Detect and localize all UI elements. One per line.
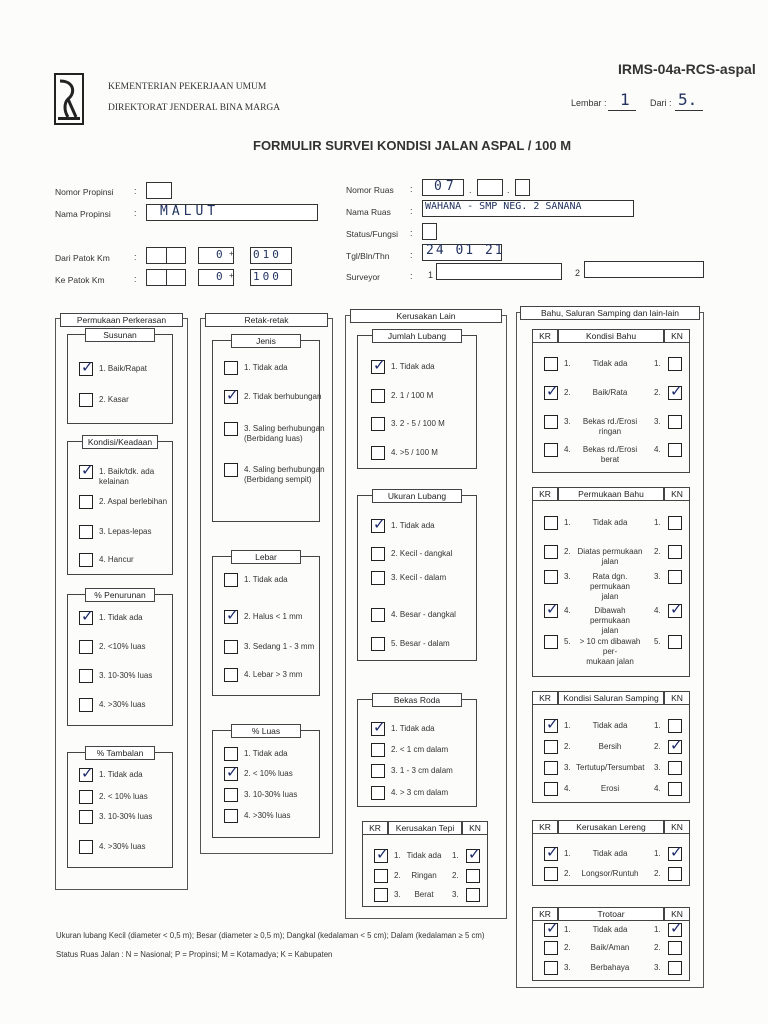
susunan-option-label: 1. Baik/Rapat [99, 364, 148, 373]
permukaan-bahu-kn-checkbox-2[interactable] [668, 545, 682, 559]
jenis-option-label: 2. Tidak berhubungan [244, 392, 322, 401]
nama-propinsi-label: Nama Propinsi [55, 209, 111, 219]
kondisi-bahu-kr-checkbox-3[interactable] [544, 415, 558, 429]
permukaan-bahu-kr-checkbox-2[interactable] [544, 545, 558, 559]
colon: : [134, 208, 137, 218]
kerusakan-tepi-row-number: 3. [394, 890, 401, 899]
kondisi-bahu-kr-header: KR [532, 329, 558, 343]
jenis-checkbox-4[interactable] [224, 463, 238, 477]
kerusakan-lereng-title: Kerusakan Lereng [558, 820, 664, 834]
trotoar-row-label: Berbahaya [590, 963, 630, 972]
jenis-checkbox-2[interactable] [224, 390, 238, 404]
kondisi-keadaan-option-label: 3. Lepas-lepas [99, 527, 152, 536]
kondisi-keadaan-checkbox-4[interactable] [79, 553, 93, 567]
jumlah-lubang-option-label: 2. 1 / 100 M [391, 391, 434, 400]
penurunan-option-label: 3. 10-30% luas [99, 671, 153, 680]
tanggal-value: 24 01 21 [426, 243, 505, 258]
kondisi-saluran-samping-kn-number: 4. [654, 784, 661, 793]
directorate-name: DIREKTORAT JENDERAL BINA MARGA [108, 103, 281, 113]
luas-checkbox-3[interactable] [224, 788, 238, 802]
bekas-roda-checkbox-3[interactable] [371, 764, 385, 778]
lebar-option-label: 4. Lebar > 3 mm [244, 670, 303, 679]
colon: : [410, 271, 413, 281]
kerusakan-tepi-title: Kerusakan Tepi [388, 821, 462, 835]
lebar-checkbox-3[interactable] [224, 640, 238, 654]
kondisi-saluran-samping-row-number: 2. [564, 742, 571, 751]
plus-sign: + [229, 271, 234, 280]
kondisi-saluran-samping-row-label: Bersih [598, 742, 622, 751]
permukaan-bahu-row-label: > 10 cm dibawah per- mukaan jalan [579, 637, 641, 666]
kondisi-bahu-kn-checkbox-2[interactable] [668, 386, 682, 400]
kerusakan-tepi-kr-checkbox-1[interactable] [374, 849, 388, 863]
bekas-roda-option-label: 3. 1 - 3 cm dalam [391, 766, 453, 775]
form-code: IRMS-04a-RCS-aspal [618, 61, 756, 77]
penurunan-option-label: 2. <10% luas [99, 642, 146, 651]
trotoar-title: Trotoar [558, 907, 664, 921]
trotoar-kn-number: 2. [654, 943, 661, 952]
luas-option-label: 2. < 10% luas [244, 769, 293, 778]
jumlah-lubang-checkbox-4[interactable] [371, 446, 385, 460]
dari-underline [675, 110, 703, 111]
footer-note-status: Status Ruas Jalan : N = Nasional; P = Propinsi; M = Kotamadya; K = Kabupaten [56, 950, 333, 959]
tambalan-option-label: 4. >30% luas [99, 842, 146, 851]
permukaan-bahu-row-number: 5. [564, 637, 571, 646]
nama-ruas-label: Nama Ruas [346, 207, 391, 217]
penurunan-title: % Penurunan [85, 588, 155, 602]
kerusakan-tepi-kr-checkbox-2[interactable] [374, 869, 388, 883]
kondisi-saluran-samping-kr-checkbox-4[interactable] [544, 782, 558, 796]
dari-label: Dari : [650, 98, 672, 108]
kerusakan-tepi-kn-number: 1. [452, 851, 459, 860]
cell-divider [166, 269, 167, 286]
kondisi-saluran-samping-row-label: Tidak ada [592, 721, 628, 730]
bekas-roda-title: Bekas Roda [372, 693, 462, 707]
ukuran-lubang-option-label: 3. Kecil - dalam [391, 573, 447, 582]
lebar-option-label: 3. Sedang 1 - 3 mm [244, 642, 315, 651]
dari-patok-label: Dari Patok Km [55, 253, 110, 263]
dari-patok-hm-value: 0 [216, 248, 223, 261]
permukaan-perkerasan-title: Permukaan Perkerasan [60, 313, 183, 327]
kondisi-keadaan-title: Kondisi/Keadaan [82, 435, 158, 449]
penurunan-checkbox-2[interactable] [79, 640, 93, 654]
nomor-ruas-field-2[interactable] [477, 179, 503, 196]
permukaan-bahu-kr-checkbox-3[interactable] [544, 570, 558, 584]
kondisi-bahu-row-number: 2. [564, 388, 571, 397]
trotoar-kr-checkbox-1[interactable] [544, 923, 558, 937]
lebar-option-label: 1. Tidak ada [244, 575, 288, 584]
lebar-title: Lebar [231, 550, 301, 564]
jenis-title: Jenis [231, 334, 301, 348]
jumlah-lubang-option-label: 4. >5 / 100 M [391, 448, 438, 457]
kondisi-keadaan-option-label: 4. Hancur [99, 555, 134, 564]
luas-option-label: 1. Tidak ada [244, 749, 288, 758]
kondisi-bahu-row-number: 3. [564, 417, 571, 426]
kondisi-saluran-samping-kn-checkbox-1[interactable] [668, 719, 682, 733]
trotoar-kn-header: KN [664, 907, 690, 921]
kondisi-bahu-kn-number: 2. [654, 388, 661, 397]
bekas-roda-option-label: 4. > 3 cm dalam [391, 788, 449, 797]
ukuran-lubang-checkbox-4[interactable] [371, 608, 385, 622]
kerusakan-lereng-row-label: Tidak ada [592, 849, 628, 858]
ukuran-lubang-title: Ukuran Lubang [372, 489, 462, 503]
ukuran-lubang-checkbox-3[interactable] [371, 571, 385, 585]
kondisi-saluran-samping-row-number: 4. [564, 784, 571, 793]
footer-note-ukuran: Ukuran lubang Kecil (diameter < 0,5 m); Besar (diameter ≥ 0,5 m); Dangkal (kedalaman < 5 cm); Dalam (kedalaman ≥ 5 cm) [56, 931, 485, 940]
dari-value[interactable]: 5. [678, 90, 698, 109]
kerusakan-lereng-row-label: Longsor/Runtuh [581, 869, 639, 878]
permukaan-bahu-kn-number: 5. [654, 637, 661, 646]
luas-option-label: 4. >30% luas [244, 811, 291, 820]
susunan-checkbox-2[interactable] [79, 393, 93, 407]
kondisi-saluran-samping-kn-header: KN [664, 691, 690, 705]
trotoar-row-label: Tidak ada [592, 925, 628, 934]
colon: : [134, 274, 137, 284]
kondisi-bahu-kn-checkbox-3[interactable] [668, 415, 682, 429]
trotoar-kr-checkbox-3[interactable] [544, 961, 558, 975]
bekas-roda-checkbox-1[interactable] [371, 722, 385, 736]
lebar-checkbox-4[interactable] [224, 668, 238, 682]
nomor-propinsi-field[interactable] [146, 182, 172, 199]
surveyor-label: Surveyor [346, 272, 381, 282]
kondisi-saluran-samping-kn-number: 3. [654, 763, 661, 772]
ukuran-lubang-option-label: 5. Besar - dalam [391, 639, 450, 648]
permukaan-bahu-row-number: 2. [564, 547, 571, 556]
luas-checkbox-4[interactable] [224, 809, 238, 823]
kerusakan-tepi-row-label: Tidak ada [406, 851, 442, 860]
trotoar-kn-checkbox-2[interactable] [668, 941, 682, 955]
ukuran-lubang-checkbox-2[interactable] [371, 547, 385, 561]
permukaan-bahu-kn-checkbox-3[interactable] [668, 570, 682, 584]
kondisi-bahu-kr-checkbox-1[interactable] [544, 357, 558, 371]
kondisi-saluran-samping-kn-checkbox-4[interactable] [668, 782, 682, 796]
penurunan-option-label: 4. >30% luas [99, 700, 146, 709]
permukaan-bahu-kn-number: 1. [654, 518, 661, 527]
colon: : [410, 206, 413, 216]
jenis-checkbox-1[interactable] [224, 361, 238, 375]
colon: : [410, 184, 413, 194]
kondisi-saluran-samping-kr-checkbox-1[interactable] [544, 719, 558, 733]
kondisi-bahu-kr-checkbox-2[interactable] [544, 386, 558, 400]
kondisi-keadaan-checkbox-2[interactable] [79, 495, 93, 509]
ke-patok-label: Ke Patok Km [55, 275, 105, 285]
permukaan-bahu-title: Permukaan Bahu [558, 487, 664, 501]
kondisi-bahu-kn-number: 1. [654, 359, 661, 368]
kerusakan-lereng-kr-header: KR [532, 820, 558, 834]
tambalan-option-label: 1. Tidak ada [99, 770, 143, 779]
permukaan-bahu-kn-number: 3. [654, 572, 661, 581]
susunan-title: Susunan [85, 328, 155, 342]
kondisi-saluran-samping-row-number: 3. [564, 763, 571, 772]
bekas-roda-checkbox-2[interactable] [371, 743, 385, 757]
kerusakan-lereng-kr-checkbox-2[interactable] [544, 867, 558, 881]
tanggal-label: Tgl/Bln/Thn [346, 251, 390, 261]
bekas-roda-checkbox-4[interactable] [371, 786, 385, 800]
kondisi-bahu-kn-checkbox-1[interactable] [668, 357, 682, 371]
surveyor-1-field[interactable] [436, 263, 562, 280]
trotoar-kn-checkbox-3[interactable] [668, 961, 682, 975]
kondisi-bahu-title: Kondisi Bahu [558, 329, 664, 343]
ministry-logo [54, 73, 84, 125]
permukaan-bahu-kn-header: KN [664, 487, 690, 501]
ukuran-lubang-checkbox-5[interactable] [371, 637, 385, 651]
susunan-option-label: 2. Kasar [99, 395, 129, 404]
trotoar-kn-checkbox-1[interactable] [668, 923, 682, 937]
tambalan-option-label: 3. 10-30% luas [99, 812, 153, 821]
kerusakan-tepi-kn-checkbox-3[interactable] [466, 888, 480, 902]
trotoar-row-label: Baik/Aman [590, 943, 630, 952]
nomor-ruas-label: Nomor Ruas [346, 185, 394, 195]
jenis-option-label: 4. Saling berhubungan (Berbidang sempit) [244, 465, 325, 484]
status-fungsi-field[interactable] [422, 223, 437, 240]
permukaan-bahu-kn-checkbox-1[interactable] [668, 516, 682, 530]
kondisi-saluran-samping-row-number: 1. [564, 721, 571, 730]
surveyor-2-field[interactable] [584, 261, 704, 278]
kerusakan-lereng-kn-number: 1. [654, 849, 661, 858]
kondisi-saluran-samping-kn-checkbox-2[interactable] [668, 740, 682, 754]
form-title: FORMULIR SURVEI KONDISI JALAN ASPAL / 100 M [253, 138, 572, 153]
tambalan-checkbox-4[interactable] [79, 840, 93, 854]
luas-checkbox-2[interactable] [224, 767, 238, 781]
ukuran-lubang-checkbox-1[interactable] [371, 519, 385, 533]
kerusakan-tepi-row-label: Ringan [411, 871, 437, 880]
penurunan-checkbox-1[interactable] [79, 611, 93, 625]
susunan-checkbox-1[interactable] [79, 362, 93, 376]
kondisi-bahu-kn-number: 4. [654, 445, 661, 454]
surveyor-2-label: 2 [575, 268, 581, 278]
ke-patok-hm-value: 0 [216, 270, 223, 283]
kerusakan-tepi-kn-checkbox-1[interactable] [466, 849, 480, 863]
trotoar-row-number: 2. [564, 943, 571, 952]
permukaan-bahu-row-number: 3. [564, 572, 571, 581]
kerusakan-lain-title: Kerusakan Lain [350, 309, 502, 323]
kerusakan-lereng-kn-number: 2. [654, 869, 661, 878]
jumlah-lubang-option-label: 1. Tidak ada [391, 362, 435, 371]
kondisi-bahu-row-label: Bekas rd./Erosi ringan [582, 417, 638, 436]
lembar-underline [608, 110, 636, 111]
kerusakan-tepi-kr-checkbox-3[interactable] [374, 888, 388, 902]
nama-propinsi-value: MALUT [160, 204, 220, 219]
ukuran-lubang-option-label: 2. Kecil - dangkal [391, 549, 453, 558]
kondisi-bahu-row-label: Baik/Rata [592, 388, 628, 397]
kondisi-bahu-row-number: 1. [564, 359, 571, 368]
dot: . [469, 185, 472, 195]
permukaan-bahu-kn-checkbox-4[interactable] [668, 604, 682, 618]
nomor-ruas-field-3[interactable] [515, 179, 530, 196]
lembar-value[interactable]: 1 [620, 90, 630, 109]
lembar-label: Lembar : [571, 98, 607, 108]
kerusakan-tepi-kn-number: 2. [452, 871, 459, 880]
nomor-propinsi-label: Nomor Propinsi [55, 187, 114, 197]
bekas-roda-option-label: 1. Tidak ada [391, 724, 435, 733]
permukaan-bahu-row-label: Dibawah permukaan jalan [589, 606, 631, 635]
kerusakan-tepi-row-number: 2. [394, 871, 401, 880]
jumlah-lubang-checkbox-1[interactable] [371, 360, 385, 374]
retak-retak-title: Retak-retak [205, 313, 328, 327]
lebar-checkbox-2[interactable] [224, 610, 238, 624]
trotoar-kr-checkbox-2[interactable] [544, 941, 558, 955]
penurunan-checkbox-3[interactable] [79, 669, 93, 683]
jenis-option-label: 1. Tidak ada [244, 363, 288, 372]
dot: . [507, 185, 510, 195]
jumlah-lubang-title: Jumlah Lubang [372, 329, 462, 343]
kondisi-saluran-samping-row-label: Tertutup/Tersumbat [576, 763, 645, 772]
colon: : [134, 252, 137, 262]
permukaan-bahu-kr-header: KR [532, 487, 558, 501]
surveyor-1-label: 1 [428, 270, 434, 280]
kondisi-keadaan-checkbox-3[interactable] [79, 525, 93, 539]
colon: : [410, 250, 413, 260]
kerusakan-tepi-kr-header: KR [362, 821, 388, 835]
bekas-roda-option-label: 2. < 1 cm dalam [391, 745, 449, 754]
kondisi-saluran-samping-title: Kondisi Saluran Samping [558, 691, 664, 705]
lebar-option-label: 2. Halus < 1 mm [244, 612, 303, 621]
kerusakan-lereng-row-number: 1. [564, 849, 571, 858]
luas-checkbox-1[interactable] [224, 747, 238, 761]
ukuran-lubang-option-label: 4. Besar - dangkal [391, 610, 456, 619]
ukuran-lubang-option-label: 1. Tidak ada [391, 521, 435, 530]
colon: : [134, 186, 137, 196]
kondisi-bahu-kr-checkbox-4[interactable] [544, 443, 558, 457]
penurunan-checkbox-4[interactable] [79, 698, 93, 712]
permukaan-bahu-row-label: Diatas permukaan jalan [577, 547, 643, 566]
ministry-name: KEMENTERIAN PEKERJAAN UMUM [108, 82, 267, 92]
kondisi-bahu-row-label: Tidak ada [592, 359, 628, 368]
kerusakan-tepi-row-label: Berat [414, 890, 434, 899]
kerusakan-tepi-row-number: 1. [394, 851, 401, 860]
kerusakan-lereng-kn-checkbox-1[interactable] [668, 847, 682, 861]
permukaan-bahu-kr-checkbox-5[interactable] [544, 635, 558, 649]
kondisi-bahu-kn-checkbox-4[interactable] [668, 443, 682, 457]
kondisi-saluran-samping-row-label: Erosi [600, 784, 620, 793]
trotoar-kr-header: KR [532, 907, 558, 921]
dari-patok-m-value: 010 [253, 248, 282, 261]
jumlah-lubang-option-label: 3. 2 - 5 / 100 M [391, 419, 445, 428]
penurunan-option-label: 1. Tidak ada [99, 613, 143, 622]
kerusakan-lereng-row-number: 2. [564, 869, 571, 878]
nomor-ruas-value: 07 [434, 179, 458, 194]
kondisi-saluran-samping-kn-number: 2. [654, 742, 661, 751]
kondisi-saluran-samping-kn-checkbox-3[interactable] [668, 761, 682, 775]
trotoar-kn-number: 3. [654, 963, 661, 972]
plus-sign: + [229, 249, 234, 258]
kerusakan-lereng-kn-checkbox-2[interactable] [668, 867, 682, 881]
kondisi-keadaan-option-label: 1. Baik/tdk. ada kelainan [99, 467, 155, 486]
permukaan-bahu-kn-number: 2. [654, 547, 661, 556]
tambalan-checkbox-3[interactable] [79, 810, 93, 824]
colon: : [410, 228, 413, 238]
permukaan-bahu-row-number: 4. [564, 606, 571, 615]
kondisi-bahu-kn-header: KN [664, 329, 690, 343]
permukaan-bahu-row-label: Tidak ada [592, 518, 628, 527]
lebar-checkbox-1[interactable] [224, 573, 238, 587]
trotoar-kn-number: 1. [654, 925, 661, 934]
kondisi-keadaan-checkbox-1[interactable] [79, 465, 93, 479]
tambalan-option-label: 2. < 10% luas [99, 792, 148, 801]
ke-patok-m-value: 100 [253, 270, 282, 283]
cell-divider [166, 247, 167, 264]
kondisi-bahu-row-label: Bekas rd./Erosi berat [582, 445, 638, 464]
status-fungsi-label: Status/Fungsi [346, 229, 398, 239]
kerusakan-lereng-kr-checkbox-1[interactable] [544, 847, 558, 861]
kerusakan-tepi-kn-header: KN [462, 821, 488, 835]
jumlah-lubang-checkbox-3[interactable] [371, 417, 385, 431]
susunan-group [67, 334, 173, 424]
kondisi-keadaan-option-label: 2. Aspal berlebihan [99, 497, 168, 506]
luas-option-label: 3. 10-30% luas [244, 790, 298, 799]
kondisi-saluran-samping-kr-header: KR [532, 691, 558, 705]
trotoar-row-number: 3. [564, 963, 571, 972]
kerusakan-lereng-kn-header: KN [664, 820, 690, 834]
bahu-saluran-title: Bahu, Saluran Samping dan lain-lain [520, 306, 700, 320]
tambalan-checkbox-2[interactable] [79, 790, 93, 804]
kondisi-saluran-samping-kn-number: 1. [654, 721, 661, 730]
nama-ruas-value: WAHANA - SMP NEG. 2 SANANA [425, 201, 582, 212]
kerusakan-tepi-kn-number: 3. [452, 890, 459, 899]
luas-title: % Luas [231, 724, 301, 738]
kerusakan-tepi-kn-checkbox-2[interactable] [466, 869, 480, 883]
permukaan-bahu-row-number: 1. [564, 518, 571, 527]
permukaan-bahu-row-label: Rata dgn. permukaan jalan [589, 572, 631, 601]
jenis-checkbox-3[interactable] [224, 422, 238, 436]
kondisi-bahu-row-number: 4. [564, 445, 571, 454]
permukaan-bahu-kr-checkbox-1[interactable] [544, 516, 558, 530]
tambalan-checkbox-1[interactable] [79, 768, 93, 782]
jenis-option-label: 3. Saling berhubungan (Berbidang luas) [244, 424, 325, 443]
jumlah-lubang-checkbox-2[interactable] [371, 389, 385, 403]
tambalan-title: % Tambalan [85, 746, 155, 760]
kondisi-saluran-samping-kr-checkbox-3[interactable] [544, 761, 558, 775]
permukaan-bahu-kn-checkbox-5[interactable] [668, 635, 682, 649]
permukaan-bahu-kr-checkbox-4[interactable] [544, 604, 558, 618]
kondisi-bahu-kn-number: 3. [654, 417, 661, 426]
trotoar-row-number: 1. [564, 925, 571, 934]
permukaan-bahu-kn-number: 4. [654, 606, 661, 615]
kondisi-saluran-samping-kr-checkbox-2[interactable] [544, 740, 558, 754]
